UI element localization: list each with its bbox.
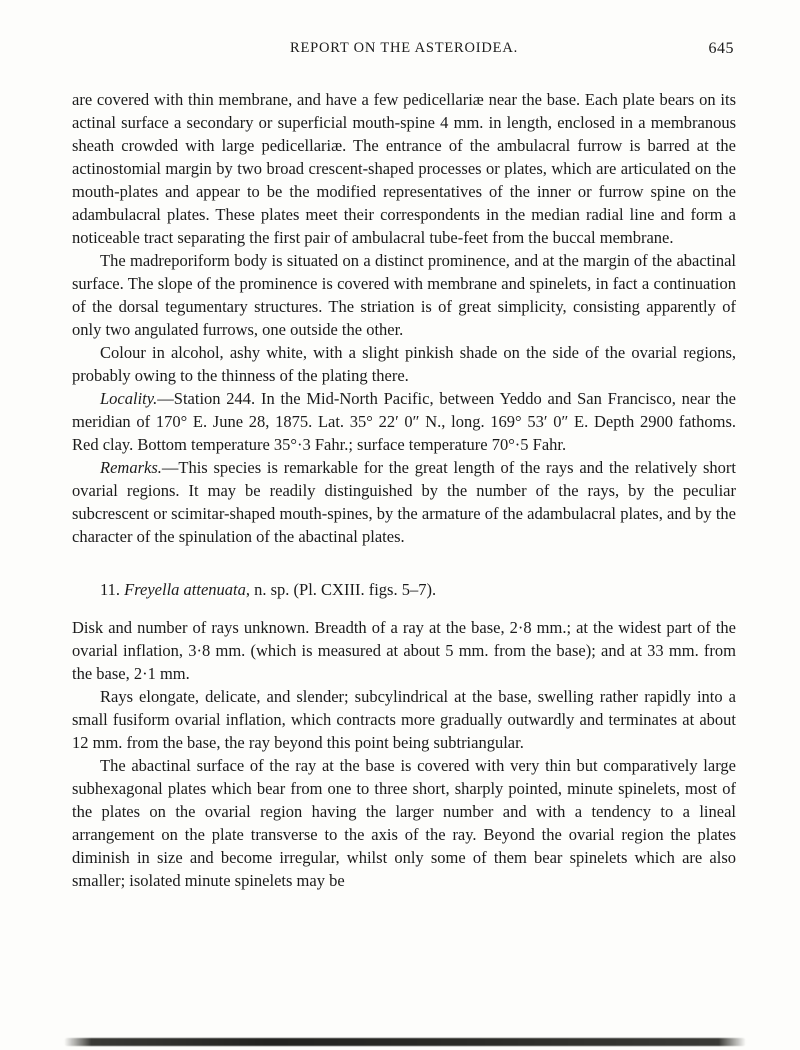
species-heading-name: Freyella attenuata (124, 580, 246, 599)
paragraph-disk-measurements: Disk and number of rays unknown. Breadth of a ray at the base, 2·8 mm.; at the widest part of the ovarial inflation, 3·8 mm. (which is measured at about 5 mm. from the base); and at 33 mm. from the base, 2·1 mm. (72, 618, 736, 683)
paragraph-madreporiform: The madreporiform body is situated on a distinct prominence, and at the margin of the abactinal surface. The slope of the prominence is covered with membrane and spinelets, in fact a continuation of the dorsal tegumentary structures. The striation is of great simplicity, consisting apparently of only two angulated furrows, one outside the other. (72, 251, 736, 339)
paragraph-colour: Colour in alcohol, ashy white, with a slight pinkish shade on the side of the ovarial regions, probably owing to the thinness of the plating there. (72, 343, 736, 385)
remarks-label: Remarks. (100, 458, 162, 477)
species-heading-rest: , n. sp. (Pl. CXIII. figs. 5–7). (245, 580, 437, 599)
remarks-text: —This species is remarkable for the great length of the rays and the relatively short ovarial regions. It may be readily distinguished by the number of the rays, by the peculiar subcrescent or scimitar-shaped mouth-spines, by the armature of the adambulacral plates, and by the character of the spinulation of the abactinal plates. (72, 458, 736, 546)
paragraph-abactinal-surface: The abactinal surface of the ray at the base is covered with very thin but comparatively large subhexagonal plates which bear from one to three short, sharply pointed, minute spinelets, most of the plates on the ovarial region having the larger number and with a tendency to a lineal arrangement on the plate transverse to the axis of the ray. Beyond the ovarial region the plates diminish in size and become irregular, whilst only some of them bear spinelets which are also smaller; isolated minute spinelets may be (72, 756, 736, 890)
page-body (72, 88, 736, 892)
paragraph-rays-description: Rays elongate, delicate, and slender; subcylindrical at the base, swelling rather rapidly into a small fusiform ovarial inflation, which contracts more gradually outwardly and terminates at about 12 mm. from the base, the ray beyond this point being subtriangular. (72, 687, 736, 752)
paragraph-continuation: are covered with thin membrane, and have a few pedicellariæ near the base. Each plate bears on its actinal surface a secondary or superficial mouth-spine 4 mm. in length, enclosed in a membranous sheath crowded with large pedicellariæ. The entrance of the ambulacral furrow is barred at the actinostomial margin by two broad crescent-shaped processes or plates, which are articulated on the mouth-plates and appear to be the modified representatives of the inner or furrow spine on the adambulacral plates. These plates meet their correspondents in the median radial line and form a noticeable tract separating the first pair of ambulacral tube-feet from the buccal membrane. (72, 90, 736, 247)
locality-label: Locality. (100, 389, 158, 408)
species-heading (72, 578, 736, 601)
document-page (72, 40, 736, 892)
page-header (72, 40, 736, 62)
page-number: 645 (708, 40, 734, 57)
paragraph-locality (72, 387, 736, 456)
paragraph-remarks (72, 456, 736, 548)
running-title: REPORT ON THE ASTEROIDEA. (289, 40, 519, 56)
page-bottom-scan-artifact (64, 1038, 746, 1046)
species-heading-number: 11. (100, 580, 125, 599)
locality-text: —Station 244. In the Mid-North Pacific, between Yeddo and San Francisco, near the meridian of 170° E. June 28, 1875. Lat. 35° 22′ 0″ N., long. 169° 53′ 0″ E. Depth 2900 fathoms. Red clay. Bottom temperature 35°·3 Fahr.; surface temperature 70°·5 Fahr. (72, 389, 736, 454)
